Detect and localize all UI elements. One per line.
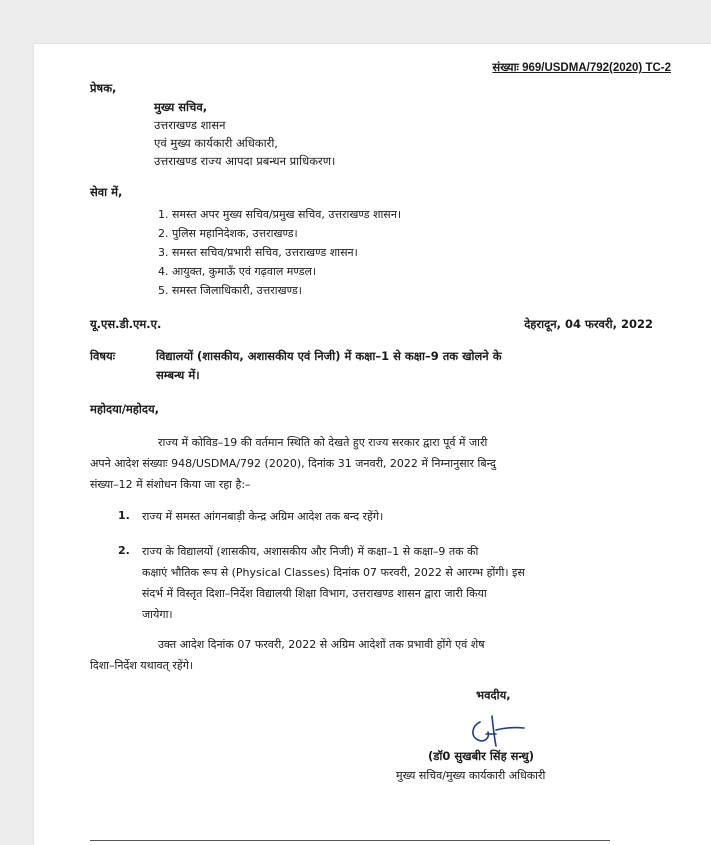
closing-line: दिशा–निर्देश यथावत् रहेंगे। <box>90 659 194 672</box>
recipient-item: 2. पुलिस महानिदेशक, उत्तराखण्ड। <box>158 227 298 240</box>
intro-line: संख्या–12 में संशोधन किया जा रहा है:– <box>90 478 251 491</box>
letter-page <box>34 44 711 845</box>
recipient-item: 4. आयुक्त, कुमाऊँ एवं गढ़वाल मण्डल। <box>158 265 317 278</box>
sender-line: उत्तराखण्ड शासन <box>154 118 226 132</box>
office-code: यू.एस.डी.एम.ए. <box>90 317 162 331</box>
signatory-name: (डॉ0 सुखबीर सिंह सन्धु) <box>428 749 534 763</box>
footer-divider <box>90 840 610 841</box>
signatory-designation: मुख्य सचिव/मुख्य कार्यकारी अधिकारी <box>396 769 546 782</box>
subject-line: विद्यालयों (शासकीय, अशासकीय एवं निजी) में कक्षा–1 से कक्षा–9 तक खोलने के <box>156 349 502 363</box>
point-line: जायेगा। <box>142 608 173 621</box>
sender-label: प्रेषक, <box>90 81 117 95</box>
salutation: महोदया/महोदय, <box>90 402 160 416</box>
sender-line: एवं मुख्य कार्यकारी अधिकारी, <box>154 136 278 150</box>
reference-number: संख्याः 969/USDMA/792(2020) TC-2 <box>492 62 671 74</box>
recipient-item: 5. समस्त जिलाधिकारी, उत्तराखण्ड। <box>158 284 302 297</box>
closing-line: उक्त आदेश दिनांक 07 फरवरी, 2022 से अग्रिम आदेशों तक प्रभावी होंगे एवं शेष <box>158 638 485 651</box>
point-line: राज्य के विद्यालयों (शासकीय, अशासकीय और निजी) में कक्षा–1 से कक्षा–9 तक की <box>142 545 479 558</box>
subject-line: सम्बन्ध में। <box>156 368 200 382</box>
sender-line: मुख्य सचिव, <box>154 100 208 114</box>
sender-line: उत्तराखण्ड राज्य आपदा प्रबन्धन प्राधिकरण। <box>154 154 336 168</box>
subject-label: विषयः <box>90 349 116 363</box>
point-number: 1. <box>118 509 130 522</box>
recipient-item: 3. समस्त सचिव/प्रभारी सचिव, उत्तराखण्ड शासन। <box>158 246 358 259</box>
point-number: 2. <box>118 544 130 557</box>
intro-line: राज्य में कोविड–19 की वर्तमान स्थिति को देखते हुए राज्य सरकार द्वारा पूर्व में जारी <box>158 436 488 449</box>
regards: भवदीय, <box>476 688 511 702</box>
point-line: कक्षाएं भौतिक रूप से (Physical Classes) दिनांक 07 फरवरी, 2022 से आरम्भ होंगी। इस <box>142 566 525 579</box>
recipients-label: सेवा में, <box>90 185 123 199</box>
place-date: देहरादून, 04 फरवरी, 2022 <box>524 317 653 331</box>
point-line: राज्य में समस्त आंगनबाड़ी केन्द्र अग्रिम आदेश तक बन्द रहेंगे। <box>142 510 384 523</box>
intro-line: अपने आदेश संख्याः 948/USDMA/792 (2020), दिनांक 31 जनवरी, 2022 में निम्नानुसार बिन्दु <box>90 457 496 470</box>
recipient-item: 1. समस्त अपर मुख्य सचिव/प्रमुख सचिव, उत्तराखण्ड शासन। <box>158 208 402 221</box>
point-line: संदर्भ में विस्तृत दिशा–निर्देश विद्यालयी शिक्षा विभाग, उत्तराखण्ड शासन द्वारा जारी किया <box>142 587 487 600</box>
signature-icon <box>466 712 536 752</box>
